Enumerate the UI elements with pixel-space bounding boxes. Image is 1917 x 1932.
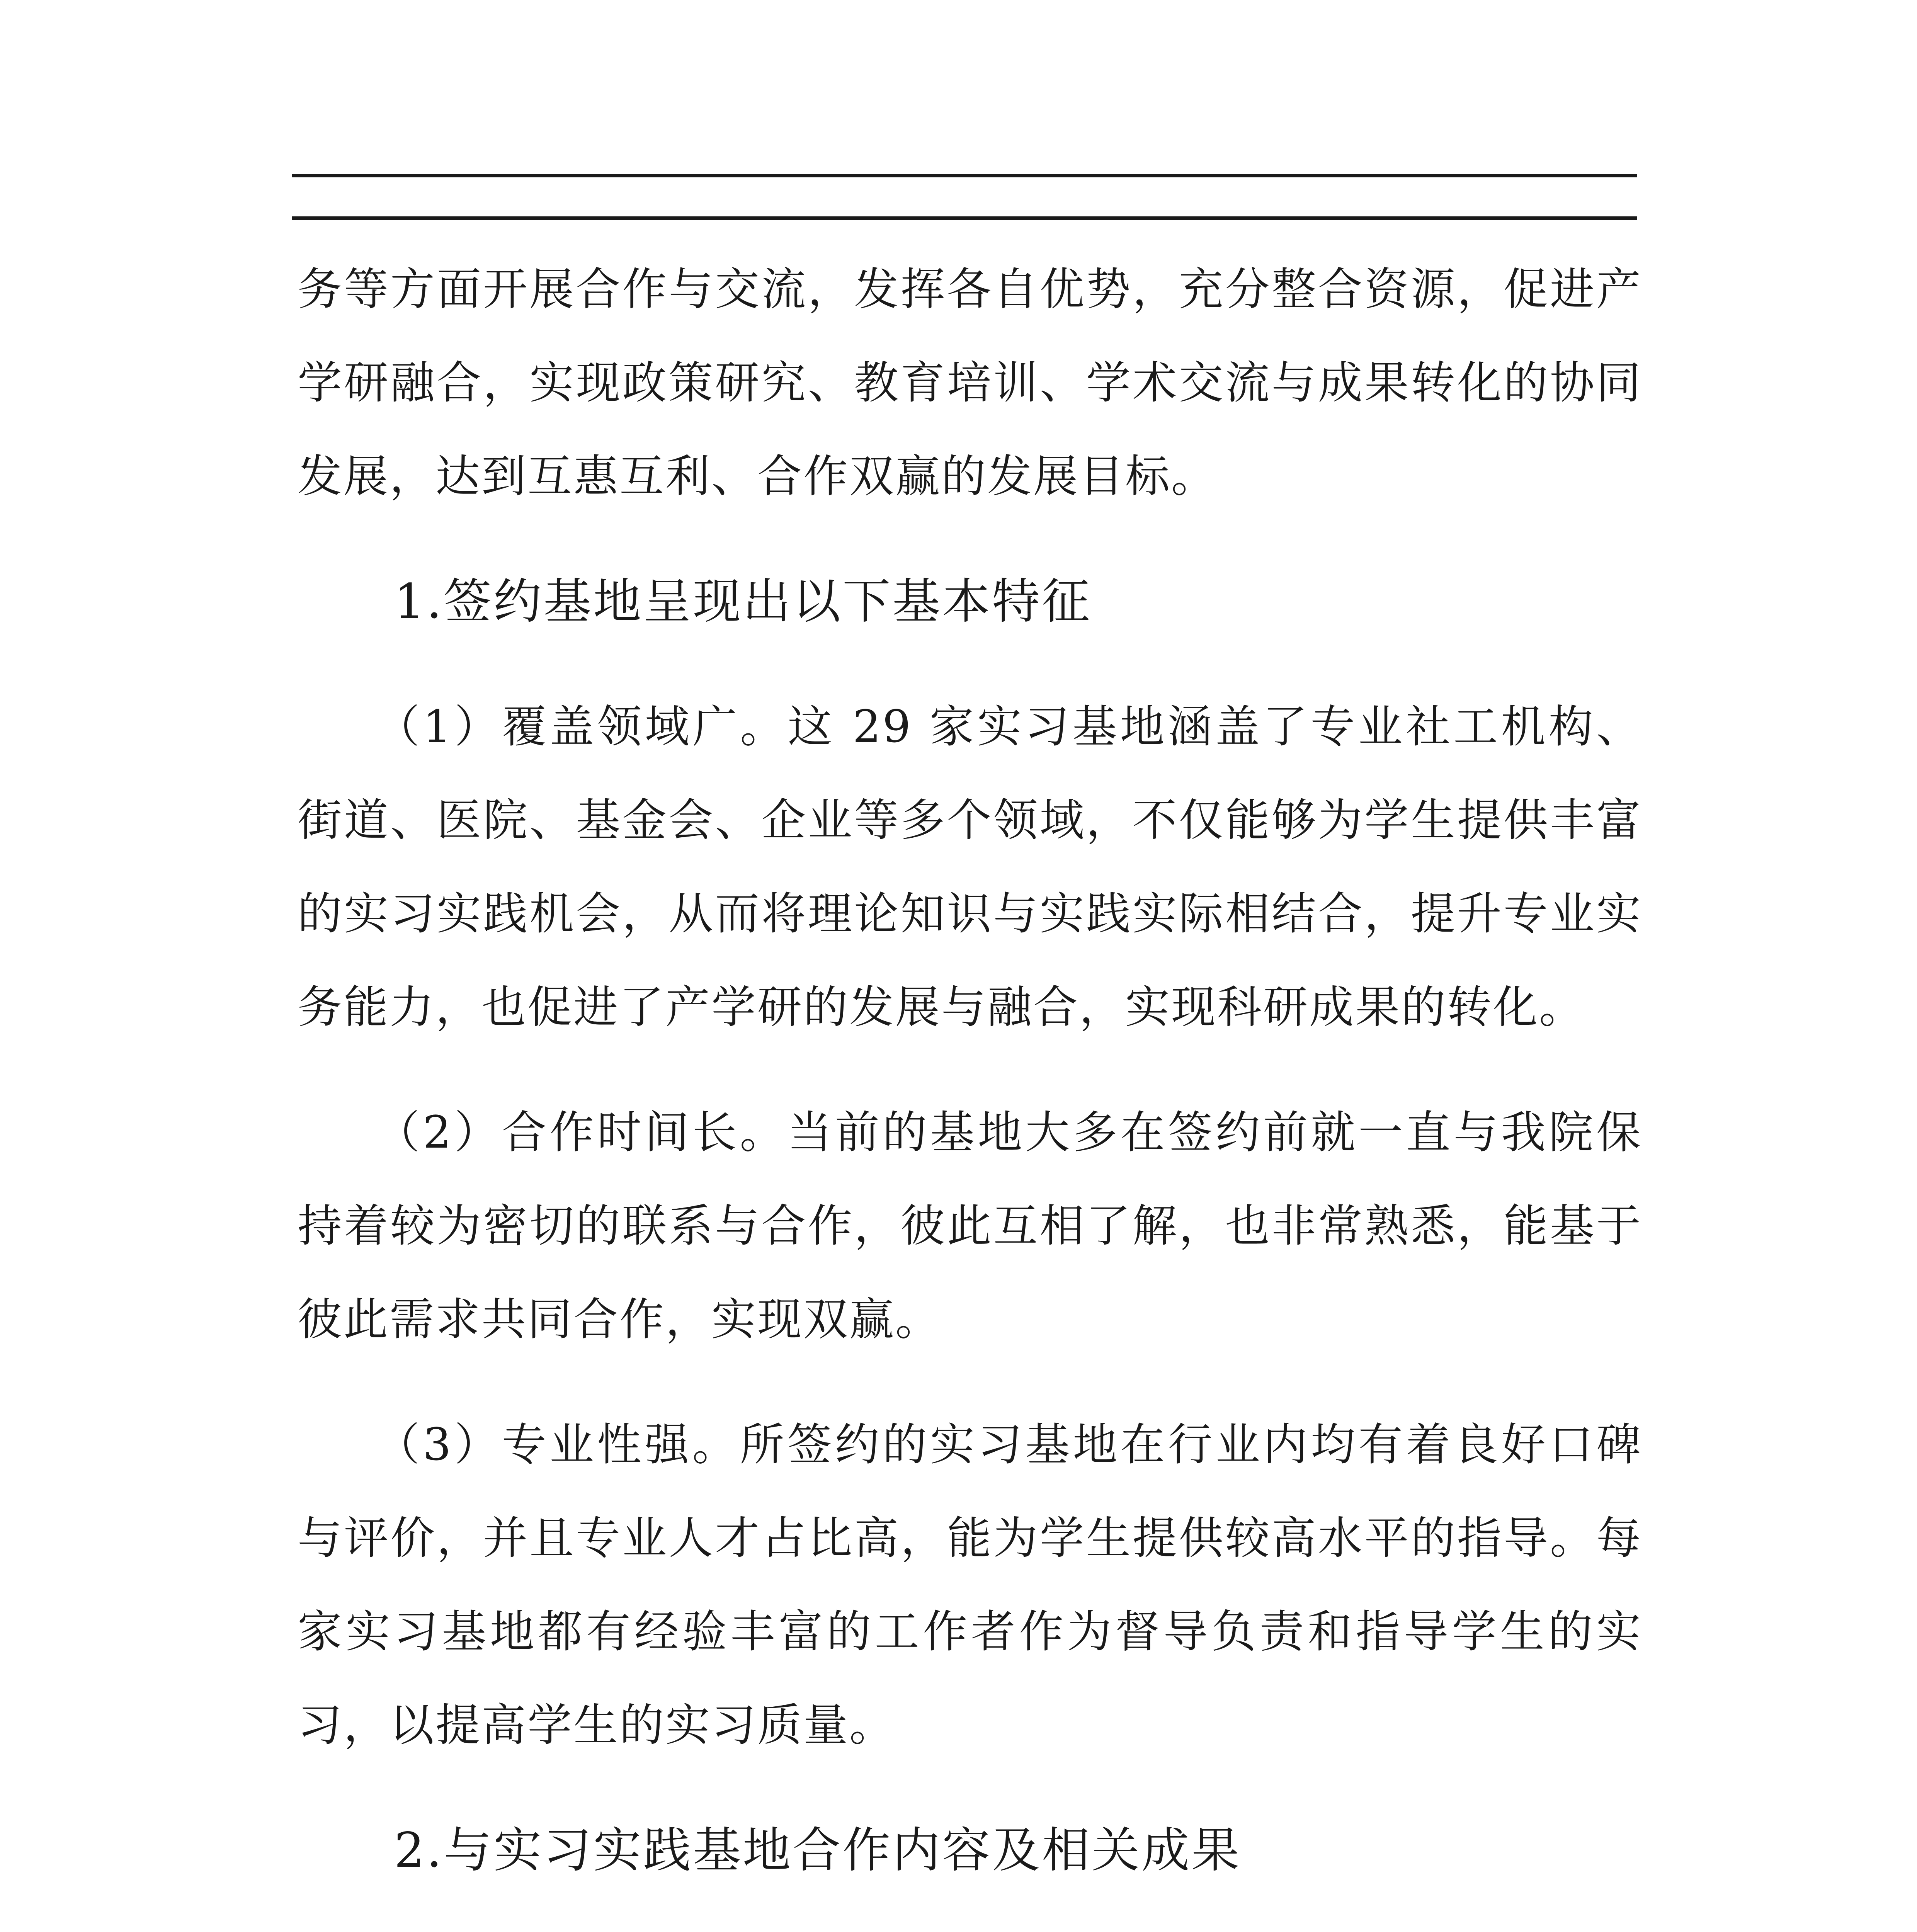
paragraph: 务等方面开展合作与交流，发挥各自优势，充分整合资源，促进产学研融合，实现政策研究、教育培训、学术交流与成果转化的协同发展，达到互惠互利、合作双赢的发展目标。 (298, 264, 1642, 502)
header-rule-top (292, 174, 1637, 177)
document-body (298, 243, 1642, 1932)
paragraph: （3）专业性强。所签约的实习基地在行业内均有着良好口碑与评价，并且专业人才占比高，能为学生提供较高水平的指导。每家实习基地都有经验丰富的工作者作为督导负责和指导学生的实习，以提高学生的实习质量。 (298, 1419, 1642, 1751)
section-heading: 1.签约基地呈现出以下基本特征 (394, 574, 1092, 629)
paragraph (298, 1929, 1642, 1932)
paragraph: （1）覆盖领域广。这 29 家实习基地涵盖了专业社工机构、街道、医院、基金会、企业等多个领域，不仅能够为学生提供丰富的实习实践机会，从而将理论知识与实践实际相结合，提升专业实务能力，也促进了产学研的发展与融合，实现科研成果的转化。 (298, 701, 1642, 1033)
section-heading: 2.与实习实践基地合作内容及相关成果 (394, 1823, 1242, 1878)
header-rule-bottom (292, 216, 1637, 220)
paragraph: （2）合作时间长。当前的基地大多在签约前就一直与我院保持着较为密切的联系与合作，彼此互相了解，也非常熟悉，能基于彼此需求共同合作，实现双赢。 (298, 1107, 1642, 1345)
